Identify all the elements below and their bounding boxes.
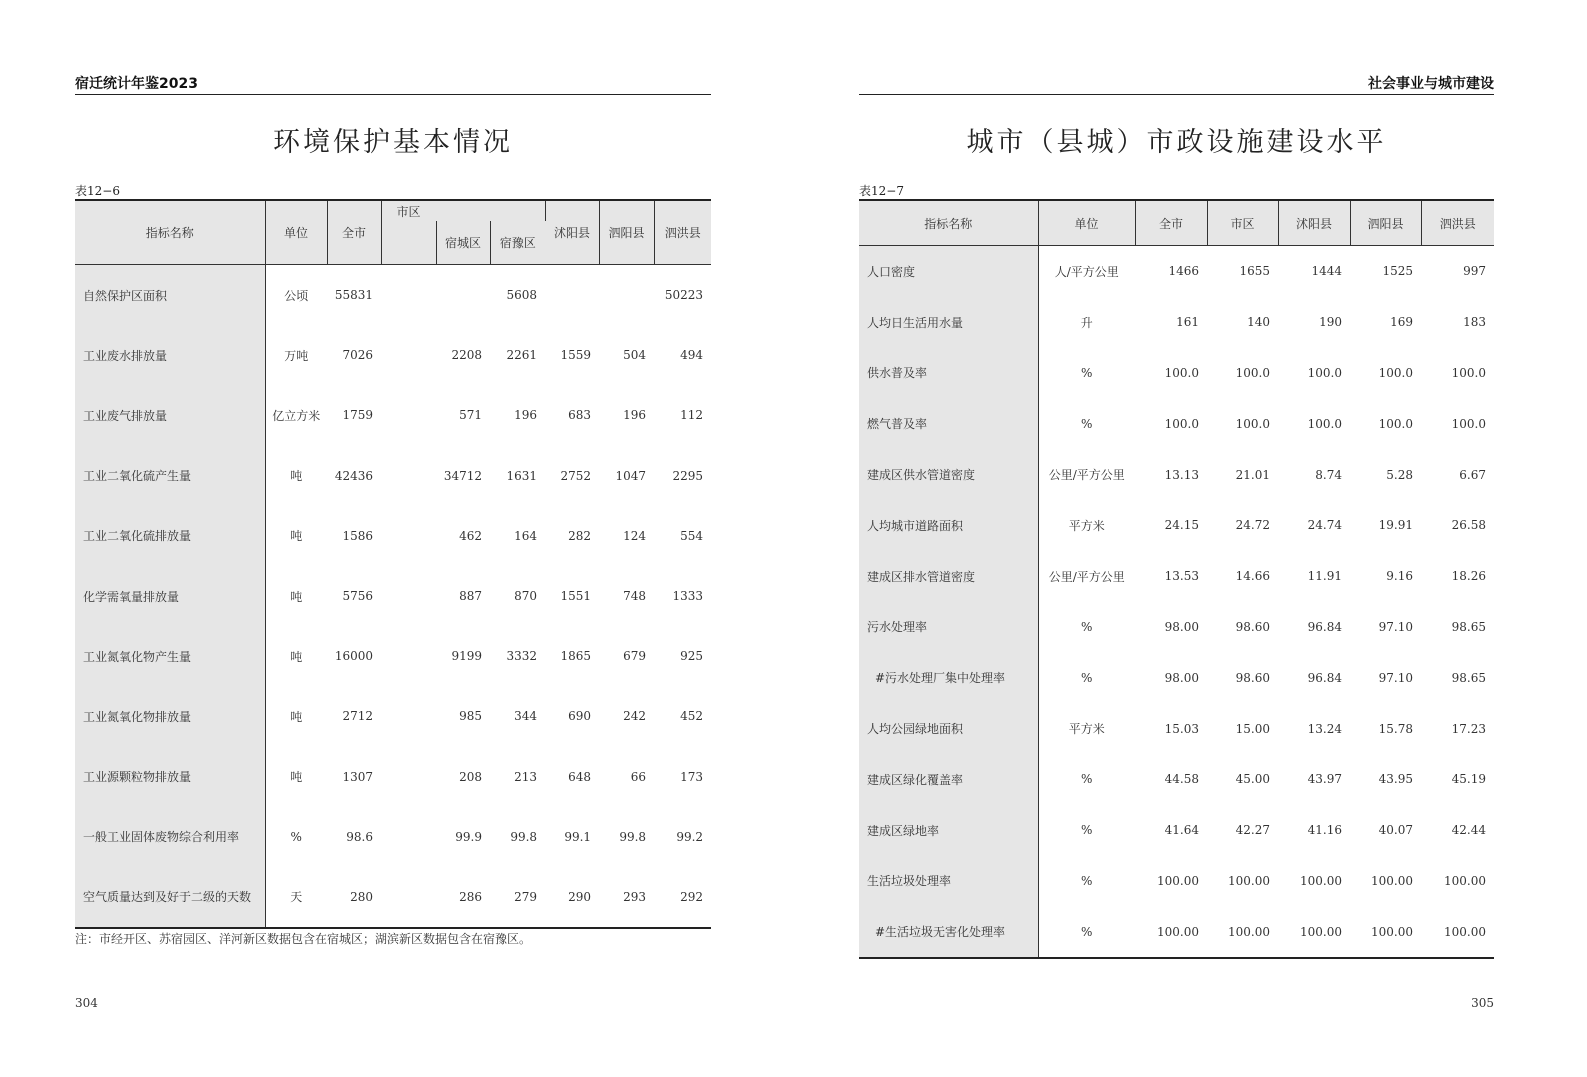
row-unit: % bbox=[290, 829, 302, 844]
cell-suyu: 5608 bbox=[506, 288, 538, 303]
header-indicator: 指标名称 bbox=[859, 200, 1038, 246]
cell-urban-blank bbox=[381, 265, 436, 326]
header-unit: 单位 bbox=[265, 200, 327, 265]
cell-urban: 14.66 bbox=[1235, 569, 1270, 584]
table-row bbox=[75, 807, 711, 867]
cell-city: 16000 bbox=[334, 649, 373, 664]
row-unit: 吨 bbox=[290, 529, 303, 544]
cell-urban: 100.0 bbox=[1235, 365, 1270, 380]
table-row bbox=[75, 566, 711, 626]
cell-sucheng: 34712 bbox=[443, 468, 482, 483]
row-name: 空气质量达到及好于二级的天数 bbox=[75, 867, 265, 928]
row-unit: 吨 bbox=[290, 589, 303, 604]
cell-sihong: 100.00 bbox=[1444, 924, 1486, 939]
cell-shuyang: 100.0 bbox=[1307, 416, 1342, 431]
cell-sihong: 100.00 bbox=[1444, 873, 1486, 888]
environment-protection-table bbox=[75, 199, 711, 929]
cell-sucheng: 9199 bbox=[451, 649, 482, 664]
cell-shuyang: 100.00 bbox=[1300, 924, 1342, 939]
table-row bbox=[859, 652, 1494, 703]
table-number: 表12−7 bbox=[859, 184, 904, 198]
row-name: 建成区绿地率 bbox=[859, 805, 1038, 856]
cell-city: 7026 bbox=[342, 348, 373, 363]
header-sihong: 泗洪县 bbox=[1421, 200, 1494, 246]
cell-shuyang: 683 bbox=[568, 408, 592, 423]
cell-shuyang: 690 bbox=[568, 709, 592, 724]
cell-shuyang: 282 bbox=[568, 528, 592, 543]
cell-city: 100.00 bbox=[1157, 924, 1199, 939]
table-row bbox=[75, 446, 711, 506]
cell-shuyang: 99.1 bbox=[564, 829, 592, 844]
cell-urban-blank bbox=[381, 807, 436, 867]
cell-sihong: 997 bbox=[1463, 264, 1486, 279]
table-row bbox=[859, 805, 1494, 856]
cell-city: 44.58 bbox=[1164, 772, 1199, 787]
cell-city: 1759 bbox=[342, 408, 373, 423]
cell-sihong: 100.0 bbox=[1451, 416, 1486, 431]
cell-suyu: 344 bbox=[514, 709, 538, 724]
cell-city: 55831 bbox=[334, 288, 373, 303]
cell-siyang: 196 bbox=[623, 408, 647, 423]
row-name: 人均日生活用水量 bbox=[859, 297, 1038, 348]
table-footnote: 注：市经开区、苏宿园区、洋河新区数据包含在宿城区；湖滨新区数据包含在宿豫区。 bbox=[75, 932, 532, 946]
cell-sucheng: 208 bbox=[459, 769, 482, 784]
cell-suyu: 2261 bbox=[506, 348, 538, 363]
cell-shuyang: 100.00 bbox=[1300, 873, 1342, 888]
cell-siyang: 100.00 bbox=[1371, 924, 1413, 939]
row-name: 工业二氧化硫产生量 bbox=[75, 446, 265, 506]
row-unit: 人/平方公里 bbox=[1054, 264, 1119, 279]
cell-shuyang: 1865 bbox=[560, 649, 592, 664]
cell-urban-blank bbox=[381, 566, 436, 626]
cell-shuyang: 190 bbox=[1319, 315, 1342, 330]
cell-urban: 98.60 bbox=[1235, 670, 1270, 685]
row-name: 工业废气排放量 bbox=[75, 385, 265, 445]
cell-suyu: 213 bbox=[514, 769, 538, 784]
page-number: 304 bbox=[75, 996, 98, 1010]
cell-sucheng: 286 bbox=[459, 889, 482, 904]
header-shuyang: 沭阳县 bbox=[545, 200, 599, 265]
cell-sihong: 183 bbox=[1463, 315, 1486, 330]
row-name: 化学需氧量排放量 bbox=[75, 566, 265, 626]
cell-city: 15.03 bbox=[1164, 721, 1199, 736]
cell-sihong: 1333 bbox=[672, 589, 704, 604]
cell-sihong: 452 bbox=[680, 709, 704, 724]
cell-siyang bbox=[599, 265, 654, 326]
cell-sucheng: 2208 bbox=[451, 348, 482, 363]
cell-siyang: 1047 bbox=[615, 468, 647, 483]
header-city: 全市 bbox=[327, 200, 381, 265]
cell-sihong: 100.0 bbox=[1451, 365, 1486, 380]
row-unit: 吨 bbox=[290, 770, 303, 785]
row-name: 工业废水排放量 bbox=[75, 325, 265, 385]
cell-suyu: 99.8 bbox=[510, 829, 538, 844]
cell-siyang: 504 bbox=[623, 348, 647, 363]
cell-urban: 100.0 bbox=[1235, 416, 1270, 431]
row-name: 工业氮氧化物产生量 bbox=[75, 626, 265, 686]
row-unit: % bbox=[1081, 772, 1093, 787]
municipal-facilities-table bbox=[859, 199, 1494, 959]
cell-suyu: 3332 bbox=[506, 649, 538, 664]
running-head: 社会事业与城市建设 bbox=[1368, 76, 1494, 92]
cell-sihong: 494 bbox=[680, 348, 704, 363]
header-city: 全市 bbox=[1135, 200, 1207, 246]
cell-shuyang: 8.74 bbox=[1315, 467, 1342, 482]
cell-city: 1586 bbox=[342, 528, 373, 543]
table-row bbox=[859, 398, 1494, 449]
cell-siyang: 242 bbox=[623, 709, 647, 724]
cell-urban-blank bbox=[381, 385, 436, 445]
cell-urban: 24.72 bbox=[1235, 518, 1270, 533]
row-name: 建成区供水管道密度 bbox=[859, 449, 1038, 500]
row-unit: 吨 bbox=[290, 469, 303, 484]
cell-city: 98.6 bbox=[346, 829, 373, 844]
row-unit: 升 bbox=[1080, 315, 1093, 330]
cell-urban: 21.01 bbox=[1235, 467, 1270, 482]
cell-shuyang: 648 bbox=[568, 769, 592, 784]
cell-sihong: 98.65 bbox=[1451, 670, 1486, 685]
cell-shuyang: 96.84 bbox=[1307, 670, 1342, 685]
cell-city: 98.00 bbox=[1164, 670, 1199, 685]
cell-city: 24.15 bbox=[1164, 518, 1199, 533]
cell-urban-blank bbox=[381, 867, 436, 928]
row-unit: % bbox=[1081, 416, 1093, 431]
cell-sihong: 2295 bbox=[672, 468, 704, 483]
row-name: 工业二氧化硫排放量 bbox=[75, 506, 265, 566]
table-row bbox=[859, 348, 1494, 399]
cell-sihong: 6.67 bbox=[1459, 467, 1486, 482]
cell-suyu: 279 bbox=[514, 889, 538, 904]
cell-siyang: 40.07 bbox=[1378, 823, 1413, 838]
cell-urban: 100.00 bbox=[1228, 924, 1270, 939]
header-sihong: 泗洪县 bbox=[654, 200, 711, 265]
page-title: 环境保护基本情况 bbox=[273, 127, 513, 158]
row-unit: % bbox=[1081, 619, 1093, 634]
cell-sihong: 17.23 bbox=[1451, 721, 1486, 736]
row-name: 人均公园绿地面积 bbox=[859, 703, 1038, 754]
cell-sucheng: 99.9 bbox=[455, 829, 482, 844]
header-shuyang: 沭阳县 bbox=[1278, 200, 1350, 246]
row-unit: % bbox=[1081, 670, 1093, 685]
cell-siyang: 748 bbox=[623, 589, 647, 604]
header-urban: 市区 bbox=[1207, 200, 1278, 246]
table-row bbox=[859, 602, 1494, 653]
header-sucheng: 宿城区 bbox=[436, 221, 490, 265]
header-urban bbox=[381, 200, 545, 221]
header-urban-label: 市区 bbox=[396, 204, 421, 219]
row-unit: % bbox=[1081, 924, 1093, 939]
cell-siyang: 293 bbox=[623, 889, 647, 904]
cell-shuyang: 24.74 bbox=[1307, 518, 1342, 533]
header-rule bbox=[75, 94, 711, 95]
table-row bbox=[859, 449, 1494, 500]
cell-suyu: 1631 bbox=[506, 468, 538, 483]
cell-sihong: 925 bbox=[680, 649, 704, 664]
page-number: 305 bbox=[1471, 996, 1494, 1010]
row-unit: 公顷 bbox=[284, 288, 309, 303]
row-name: 燃气普及率 bbox=[859, 398, 1038, 449]
cell-city: 42436 bbox=[334, 468, 373, 483]
cell-city: 280 bbox=[350, 889, 373, 904]
cell-city: 1466 bbox=[1168, 264, 1199, 279]
cell-sihong: 98.65 bbox=[1451, 619, 1486, 634]
table-row bbox=[75, 385, 711, 445]
cell-urban: 1655 bbox=[1239, 264, 1270, 279]
cell-suyu: 164 bbox=[514, 528, 538, 543]
cell-urban-blank bbox=[381, 747, 436, 807]
cell-siyang: 100.0 bbox=[1378, 416, 1413, 431]
cell-sihong: 26.58 bbox=[1451, 518, 1486, 533]
cell-urban: 100.00 bbox=[1228, 873, 1270, 888]
cell-shuyang: 13.24 bbox=[1307, 721, 1342, 736]
cell-sihong: 173 bbox=[680, 769, 704, 784]
row-name: #生活垃圾无害化处理率 bbox=[859, 906, 1038, 958]
row-unit: % bbox=[1081, 873, 1093, 888]
row-name: 建成区绿化覆盖率 bbox=[859, 754, 1038, 805]
cell-city: 2712 bbox=[342, 709, 373, 724]
cell-shuyang: 96.84 bbox=[1307, 619, 1342, 634]
row-unit: 公里/平方公里 bbox=[1048, 468, 1125, 483]
cell-siyang: 15.78 bbox=[1378, 721, 1413, 736]
cell-shuyang: 41.16 bbox=[1307, 823, 1342, 838]
table-row bbox=[859, 297, 1494, 348]
table-row bbox=[859, 856, 1494, 907]
header-siyang: 泗阳县 bbox=[1350, 200, 1421, 246]
cell-shuyang: 1444 bbox=[1311, 264, 1342, 279]
cell-urban: 15.00 bbox=[1235, 721, 1270, 736]
running-head: 宿迁统计年鉴2023 bbox=[75, 76, 198, 92]
table-row bbox=[75, 867, 711, 928]
cell-urban-blank bbox=[381, 325, 436, 385]
row-name: 生活垃圾处理率 bbox=[859, 856, 1038, 907]
cell-urban: 98.60 bbox=[1235, 619, 1270, 634]
row-unit: 天 bbox=[290, 890, 303, 905]
table-row bbox=[859, 246, 1494, 297]
table-row bbox=[75, 265, 711, 326]
row-unit: 亿立方米 bbox=[272, 408, 321, 423]
row-unit: 平方米 bbox=[1068, 518, 1105, 533]
row-name: 污水处理率 bbox=[859, 602, 1038, 653]
table-number: 表12−6 bbox=[75, 184, 120, 198]
cell-urban-blank bbox=[381, 686, 436, 746]
cell-siyang: 97.10 bbox=[1378, 670, 1413, 685]
cell-urban-blank bbox=[381, 446, 436, 506]
header-unit: 单位 bbox=[1038, 200, 1135, 246]
cell-city: 13.13 bbox=[1164, 467, 1199, 482]
header-urban-blank bbox=[381, 221, 436, 265]
cell-city: 5756 bbox=[342, 589, 373, 604]
cell-siyang: 5.28 bbox=[1386, 467, 1413, 482]
left-page bbox=[0, 0, 793, 1077]
cell-sihong: 554 bbox=[680, 528, 704, 543]
cell-siyang: 97.10 bbox=[1378, 619, 1413, 634]
cell-sihong: 292 bbox=[680, 889, 704, 904]
cell-siyang: 124 bbox=[623, 528, 647, 543]
table-row bbox=[75, 506, 711, 566]
cell-siyang: 66 bbox=[630, 769, 647, 784]
row-name: 供水普及率 bbox=[859, 348, 1038, 399]
cell-sihong: 42.44 bbox=[1451, 823, 1486, 838]
cell-sihong: 18.26 bbox=[1451, 569, 1486, 584]
header-indicator: 指标名称 bbox=[75, 200, 265, 265]
cell-shuyang: 1559 bbox=[560, 348, 592, 363]
cell-shuyang: 1551 bbox=[560, 589, 592, 604]
cell-siyang: 19.91 bbox=[1378, 518, 1413, 533]
cell-city: 100.0 bbox=[1164, 365, 1199, 380]
cell-sihong: 50223 bbox=[664, 288, 704, 303]
cell-siyang: 43.95 bbox=[1378, 772, 1413, 787]
cell-city: 98.00 bbox=[1164, 619, 1199, 634]
row-name: 人口密度 bbox=[859, 246, 1038, 297]
page-title: 城市（县城）市政设施建设水平 bbox=[966, 127, 1387, 158]
cell-city: 13.53 bbox=[1164, 569, 1199, 584]
cell-city: 100.00 bbox=[1157, 873, 1199, 888]
table-row bbox=[75, 325, 711, 385]
cell-urban: 42.27 bbox=[1235, 823, 1270, 838]
row-name: #污水处理厂集中处理率 bbox=[859, 652, 1038, 703]
cell-siyang: 1525 bbox=[1382, 264, 1413, 279]
cell-siyang: 99.8 bbox=[619, 829, 647, 844]
cell-city: 41.64 bbox=[1164, 823, 1199, 838]
row-name: 工业源颗粒物排放量 bbox=[75, 747, 265, 807]
cell-sihong: 112 bbox=[680, 408, 704, 423]
cell-siyang: 100.00 bbox=[1371, 873, 1413, 888]
cell-sucheng: 985 bbox=[459, 709, 482, 724]
row-name: 工业氮氧化物排放量 bbox=[75, 686, 265, 746]
cell-sucheng: 571 bbox=[459, 408, 482, 423]
cell-shuyang: 100.0 bbox=[1307, 365, 1342, 380]
row-name: 人均城市道路面积 bbox=[859, 500, 1038, 551]
row-name: 一般工业固体废物综合利用率 bbox=[75, 807, 265, 867]
cell-sihong: 45.19 bbox=[1451, 772, 1486, 787]
table-row bbox=[75, 747, 711, 807]
cell-urban-blank bbox=[381, 506, 436, 566]
cell-sihong: 99.2 bbox=[676, 829, 704, 844]
cell-city: 161 bbox=[1176, 315, 1199, 330]
header-suyu: 宿豫区 bbox=[490, 221, 545, 265]
cell-sucheng: 887 bbox=[459, 589, 482, 604]
cell-suyu: 196 bbox=[514, 408, 538, 423]
table-row bbox=[859, 703, 1494, 754]
cell-shuyang: 43.97 bbox=[1307, 772, 1342, 787]
cell-shuyang: 2752 bbox=[560, 468, 592, 483]
header-siyang: 泗阳县 bbox=[599, 200, 654, 265]
table-row bbox=[75, 626, 711, 686]
cell-shuyang bbox=[545, 265, 599, 326]
table-row bbox=[859, 754, 1494, 805]
cell-siyang: 169 bbox=[1390, 315, 1413, 330]
cell-siyang: 679 bbox=[623, 649, 647, 664]
row-unit: 平方米 bbox=[1068, 722, 1105, 737]
cell-siyang: 9.16 bbox=[1386, 569, 1413, 584]
table-row bbox=[859, 906, 1494, 958]
cell-sucheng bbox=[436, 265, 490, 326]
row-name: 建成区排水管道密度 bbox=[859, 551, 1038, 602]
cell-shuyang: 290 bbox=[568, 889, 592, 904]
row-unit: 吨 bbox=[290, 709, 303, 724]
cell-shuyang: 11.91 bbox=[1307, 569, 1342, 584]
cell-suyu: 870 bbox=[514, 589, 538, 604]
cell-urban: 140 bbox=[1247, 315, 1270, 330]
row-unit: % bbox=[1081, 365, 1093, 380]
cell-city: 1307 bbox=[342, 769, 373, 784]
header-rule bbox=[859, 94, 1494, 95]
row-unit: 吨 bbox=[290, 649, 303, 664]
row-unit: 万吨 bbox=[284, 348, 309, 363]
table-row bbox=[859, 500, 1494, 551]
row-unit: % bbox=[1081, 823, 1093, 838]
table-row bbox=[75, 686, 711, 746]
cell-urban: 45.00 bbox=[1235, 772, 1270, 787]
cell-city: 100.0 bbox=[1164, 416, 1199, 431]
table-row bbox=[859, 551, 1494, 602]
cell-urban-blank bbox=[381, 626, 436, 686]
cell-siyang: 100.0 bbox=[1378, 365, 1413, 380]
cell-sucheng: 462 bbox=[459, 528, 482, 543]
row-unit: 公里/平方公里 bbox=[1048, 569, 1125, 584]
row-name: 自然保护区面积 bbox=[75, 265, 265, 326]
